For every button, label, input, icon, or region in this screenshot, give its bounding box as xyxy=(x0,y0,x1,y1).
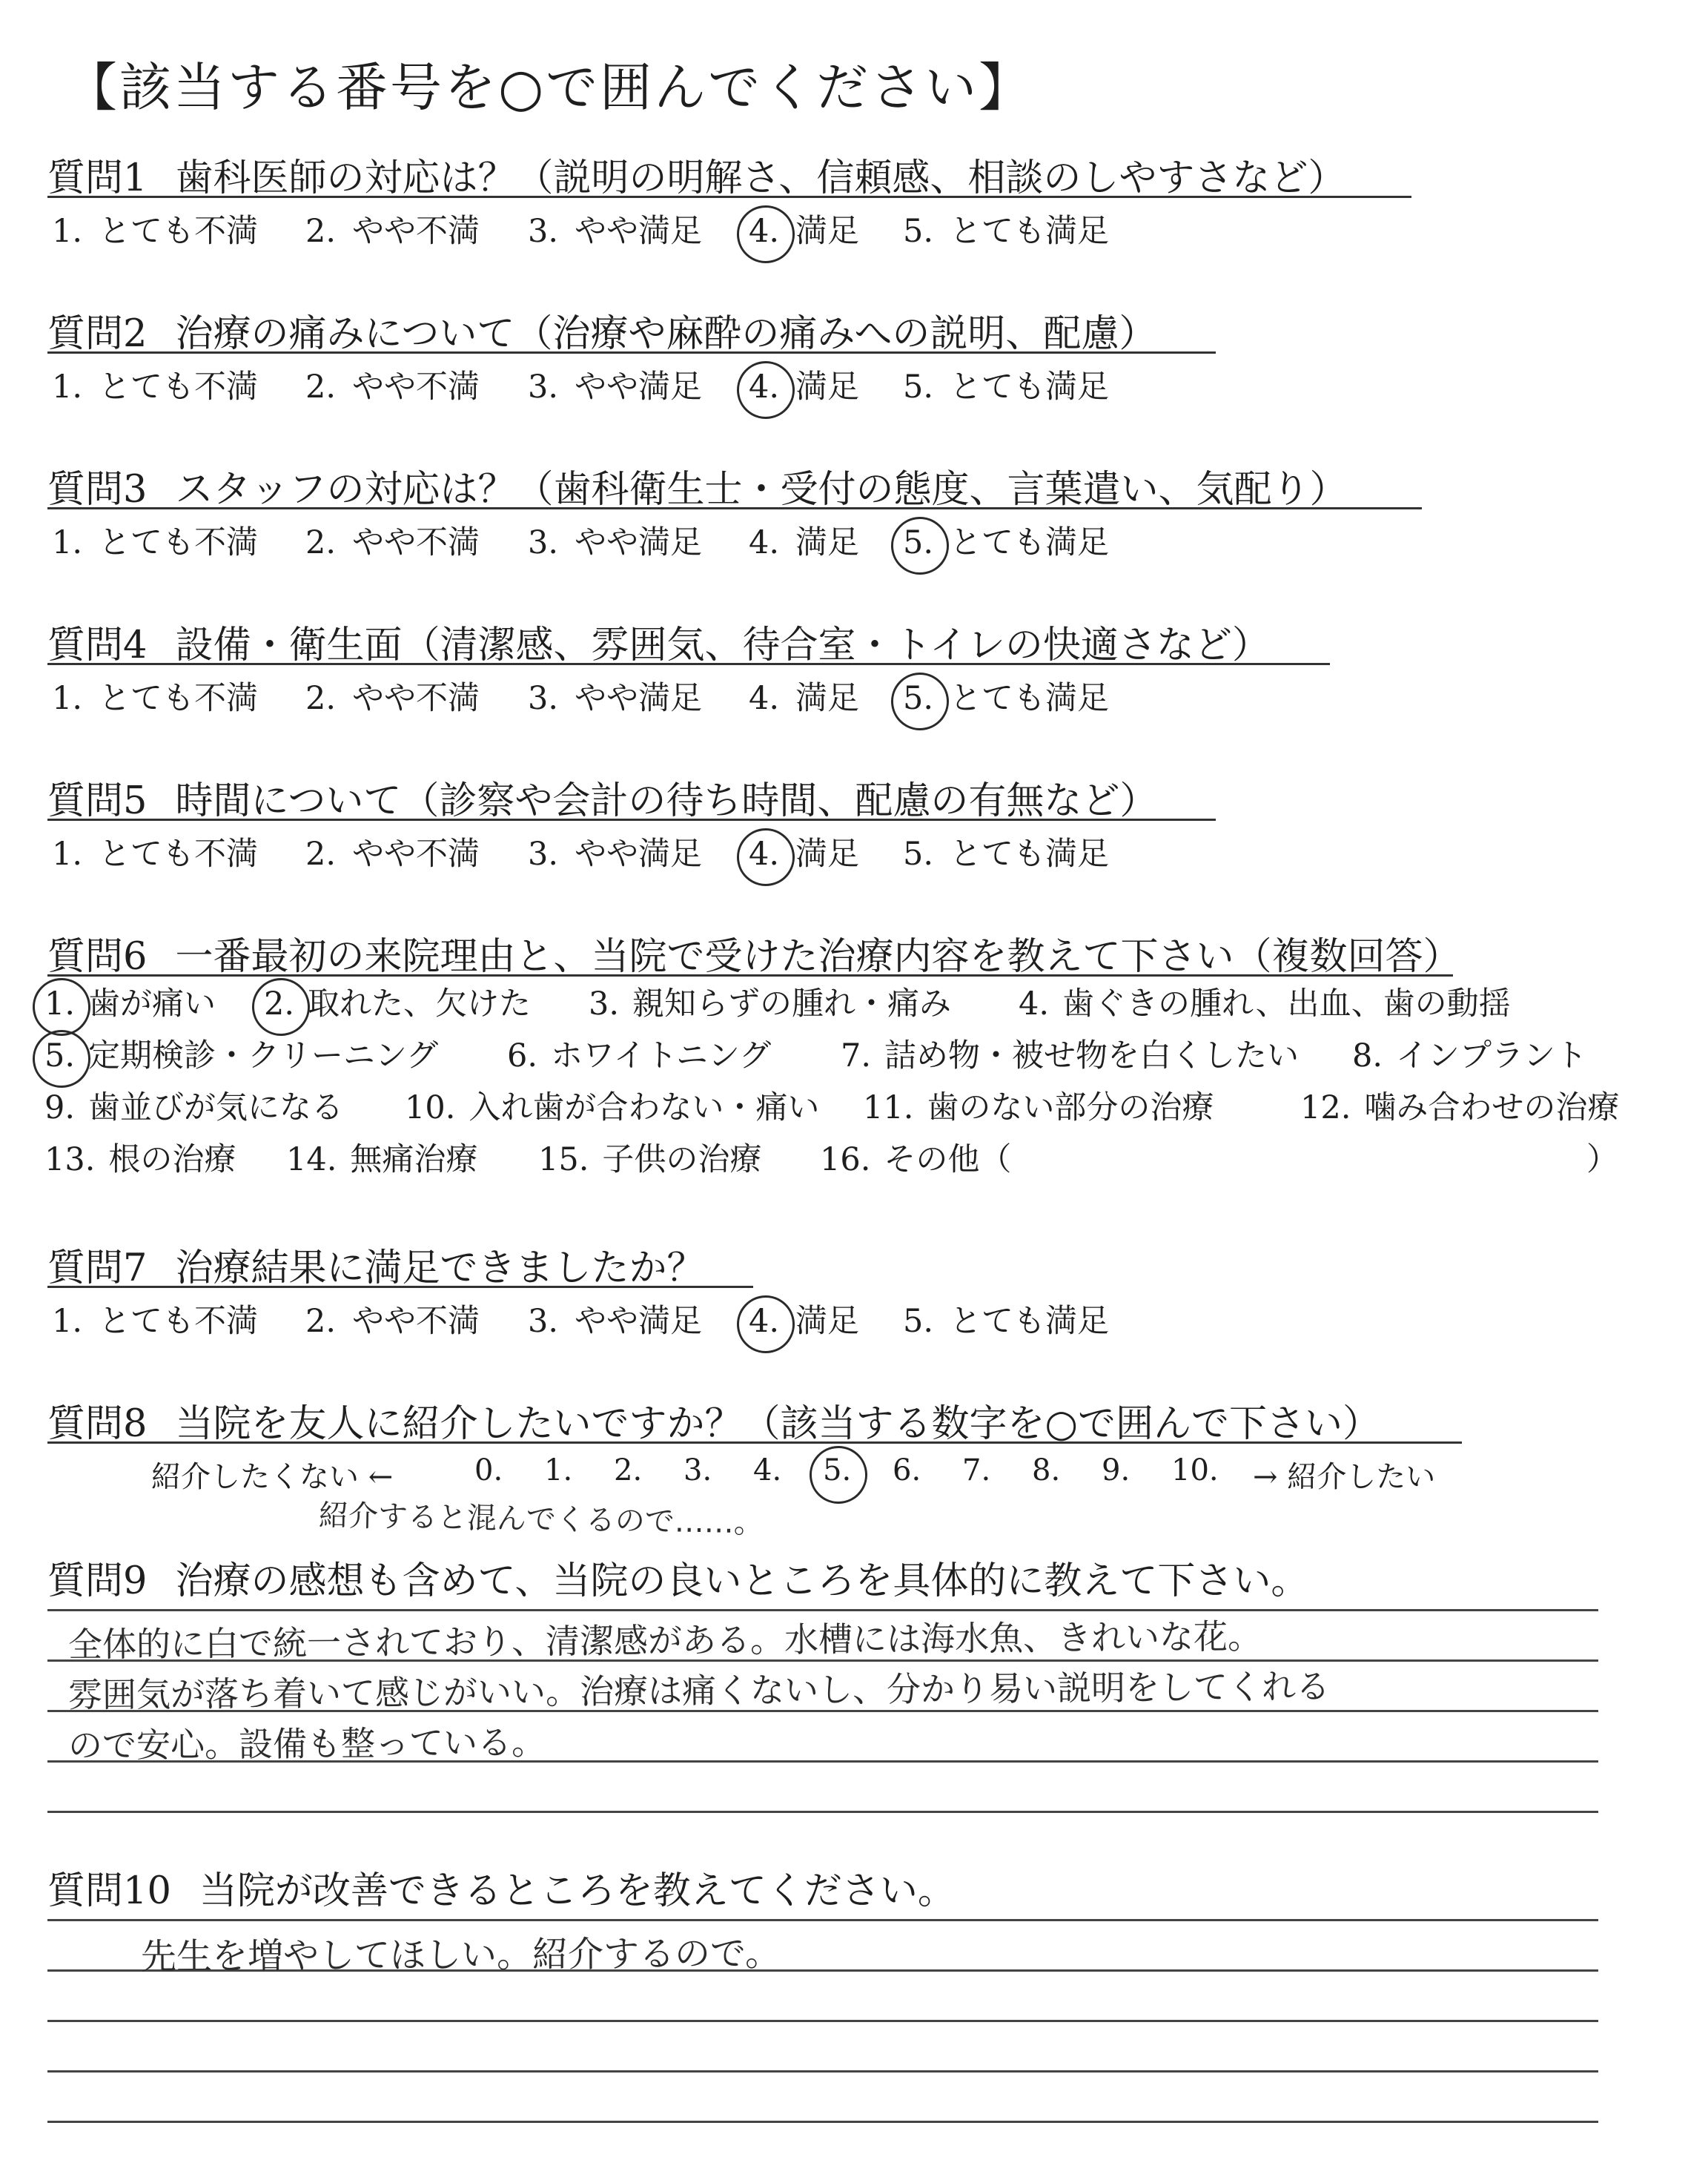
option-number: 3. xyxy=(528,213,559,250)
option-1 xyxy=(52,829,258,874)
question-3 xyxy=(47,458,1422,512)
option-number: 6. xyxy=(507,1037,538,1074)
option-3 xyxy=(528,829,702,874)
option-label: やや満足 xyxy=(575,524,703,561)
option-number: 1. xyxy=(52,213,83,250)
option-label: 親知らずの腫れ・痛み xyxy=(632,985,952,1023)
option-label: とても不満 xyxy=(99,836,259,873)
answer-line xyxy=(47,2020,1598,2022)
option-number: 3. xyxy=(528,524,559,561)
question-text: スタッフの対応は？（歯科衛生士・受付の態度、言葉遣い、気配り） xyxy=(175,468,1348,512)
option-number: 4. xyxy=(1019,985,1050,1023)
option-4 xyxy=(749,673,859,719)
option-label: 満足 xyxy=(795,213,860,250)
selection-circle xyxy=(733,357,798,423)
answer-line xyxy=(47,1919,1598,1921)
option-2 xyxy=(305,1296,480,1341)
recommend-scale xyxy=(0,1453,1708,1498)
option-label: ホワイトニング xyxy=(551,1037,772,1074)
question-text: 歯科医師の対応は？（説明の明解さ、信頼感、相談のしやすさなど） xyxy=(175,156,1346,200)
option-number: 5. xyxy=(903,213,934,250)
option-number: 9. xyxy=(44,1089,76,1126)
options-q1 xyxy=(0,206,1708,251)
other-close-paren: ） xyxy=(1586,1141,1618,1178)
option-label: 詰め物・被せ物を白くしたい xyxy=(884,1037,1300,1074)
option-2 xyxy=(305,518,480,563)
selection-circle xyxy=(29,974,94,1040)
question-1 xyxy=(47,147,1411,198)
option-label: やや不満 xyxy=(352,524,480,561)
option-1 xyxy=(52,206,258,251)
answer-line xyxy=(47,1609,1598,1611)
answer-line xyxy=(47,1811,1598,1813)
handwritten-answer-q9-line2: 雰囲気が落ち着いて感じがいい。治療は痛くないし、分かり易い説明をしてくれる xyxy=(67,1666,1331,1715)
options-q7 xyxy=(0,1296,1708,1341)
q6-option-5 xyxy=(44,1031,438,1076)
option-label: 噛み合わせの治療 xyxy=(1364,1089,1620,1126)
q6-option-14 xyxy=(286,1135,477,1180)
option-label: 子供の治療 xyxy=(602,1141,762,1178)
option-label: やや満足 xyxy=(575,213,703,250)
option-5 xyxy=(903,206,1109,251)
option-number: 1. xyxy=(52,369,83,406)
question-5 xyxy=(47,770,1216,821)
option-number: 2. xyxy=(264,985,294,1023)
option-number: 5. xyxy=(44,1037,75,1074)
option-label: とても満足 xyxy=(950,213,1110,250)
option-4 xyxy=(749,829,859,874)
question-number: 質問9 xyxy=(47,1559,148,1603)
question-4 xyxy=(47,614,1330,665)
option-number: 1. xyxy=(52,524,83,561)
answer-line xyxy=(47,2070,1598,2073)
option-label: やや不満 xyxy=(352,836,480,873)
scale-value-3: 3. xyxy=(683,1453,712,1487)
option-label: 歯並びが気になる xyxy=(88,1089,344,1126)
option-1 xyxy=(52,362,258,407)
question-number: 質問10 xyxy=(47,1869,171,1913)
option-label: 根の治療 xyxy=(108,1141,236,1178)
option-2 xyxy=(305,829,480,874)
option-label: やや満足 xyxy=(575,369,703,406)
option-number: 2. xyxy=(305,369,337,406)
scale-value-9: 9. xyxy=(1102,1453,1131,1487)
option-3 xyxy=(528,673,702,719)
selection-circle xyxy=(733,825,798,890)
option-5 xyxy=(903,362,1109,407)
question-7 xyxy=(47,1237,753,1288)
option-label: 満足 xyxy=(795,680,860,717)
option-4 xyxy=(749,206,859,251)
option-label: 歯が痛い xyxy=(88,985,216,1023)
question-text: 時間について（診察や会計の待ち時間、配慮の有無など） xyxy=(175,779,1158,823)
q6-option-1 xyxy=(44,979,216,1024)
q6-option-8 xyxy=(1352,1031,1587,1076)
option-3 xyxy=(528,1296,702,1341)
option-label: とても不満 xyxy=(99,1303,259,1340)
question-text: 治療結果に満足できましたか？ xyxy=(175,1246,705,1290)
option-2 xyxy=(305,673,480,719)
question-number: 質問6 xyxy=(47,935,148,979)
selection-circle xyxy=(887,669,953,734)
option-1 xyxy=(52,673,258,719)
question-number: 質問1 xyxy=(47,156,148,200)
option-number: 14. xyxy=(286,1141,337,1178)
page-title: 【該当する番号を○で囲んでください】 xyxy=(65,57,1033,118)
q6-option-9 xyxy=(44,1083,343,1128)
question-text: 治療の痛みについて（治療や麻酔の痛みへの説明、配慮） xyxy=(175,312,1157,356)
option-label: とても不満 xyxy=(99,680,259,717)
question-text: 設備・衛生面（清潔感、雰囲気、待合室・トイレの快適さなど） xyxy=(175,624,1270,667)
option-label: とても満足 xyxy=(950,369,1110,406)
selection-circle xyxy=(29,1026,94,1091)
handwritten-answer-q9-line1: 全体的に白で統一されており、清潔感がある。水槽には海水魚、きれいな花。 xyxy=(67,1616,1262,1665)
option-number: 2. xyxy=(305,680,337,717)
option-number: 1. xyxy=(52,680,83,717)
option-label: とても不満 xyxy=(99,369,259,406)
scale-value-1: 1. xyxy=(544,1453,573,1487)
selection-circle xyxy=(887,513,953,578)
scale-right-label: → 紹介したい xyxy=(1253,1460,1436,1494)
option-number: 16. xyxy=(820,1141,871,1178)
selection-circle xyxy=(733,202,798,267)
option-5 xyxy=(903,829,1109,874)
question-8 xyxy=(47,1393,1462,1444)
option-number: 3. xyxy=(528,1303,559,1340)
scale-value-6: 6. xyxy=(893,1453,921,1487)
option-number: 2. xyxy=(305,1303,337,1340)
question-number: 質問5 xyxy=(47,779,148,823)
option-label: やや不満 xyxy=(352,1303,480,1340)
option-label: 取れた、欠けた xyxy=(308,985,532,1023)
option-label: やや満足 xyxy=(575,1303,703,1340)
option-label: とても満足 xyxy=(950,1303,1110,1340)
option-label: 入れ歯が合わない・痛い xyxy=(469,1089,820,1126)
option-number: 5. xyxy=(903,1303,934,1340)
option-label: とても満足 xyxy=(950,680,1110,717)
option-label: とても不満 xyxy=(99,213,259,250)
scale-value-7: 7. xyxy=(962,1453,991,1487)
option-label: やや満足 xyxy=(575,836,703,873)
option-number: 12. xyxy=(1300,1089,1351,1126)
scale-left-label: 紹介したくない ← xyxy=(151,1460,394,1494)
option-number: 13. xyxy=(44,1141,96,1178)
handwritten-answer-q9-line3: ので安心。設備も整っている。 xyxy=(67,1722,546,1766)
question-number: 質問4 xyxy=(47,624,148,667)
question-number: 質問8 xyxy=(47,1402,148,1446)
options-q3 xyxy=(0,518,1708,562)
selection-circle xyxy=(733,1292,798,1357)
option-label: 満足 xyxy=(795,524,860,561)
q6-option-11 xyxy=(863,1083,1214,1128)
option-number: 15. xyxy=(538,1141,589,1178)
option-number: 1. xyxy=(52,1303,83,1340)
option-label: やや満足 xyxy=(575,680,703,717)
option-label: やや不満 xyxy=(352,680,480,717)
option-label: やや不満 xyxy=(352,369,480,406)
option-label: とても満足 xyxy=(950,836,1110,873)
question-number: 質問3 xyxy=(47,468,148,512)
question-text: 当院が改善できるところを教えてください。 xyxy=(199,1869,956,1913)
option-number: 2. xyxy=(305,524,337,561)
option-label: とても満足 xyxy=(950,524,1110,561)
options-q5 xyxy=(0,829,1708,873)
q6-option-16 xyxy=(820,1135,1011,1180)
q6-option-13 xyxy=(44,1135,236,1180)
option-number: 7. xyxy=(841,1037,872,1074)
option-1 xyxy=(52,1296,258,1341)
option-number: 4. xyxy=(749,836,779,873)
option-label: 無痛治療 xyxy=(350,1141,478,1178)
q6-option-2 xyxy=(264,979,531,1024)
options-q4 xyxy=(0,673,1708,718)
handwritten-comment-q8: 紹介すると混んでくるので……。 xyxy=(318,1499,764,1541)
scale-value-10: 10. xyxy=(1171,1453,1219,1487)
option-number: 1. xyxy=(44,985,75,1023)
option-number: 5. xyxy=(903,680,933,717)
options-q2 xyxy=(0,362,1708,406)
option-3 xyxy=(528,362,702,407)
option-number: 3. xyxy=(528,680,559,717)
option-label: 歯ぐきの腫れ、出血、歯の動揺 xyxy=(1062,985,1511,1023)
option-3 xyxy=(528,518,702,563)
option-number: 2. xyxy=(305,213,337,250)
option-2 xyxy=(305,362,480,407)
option-number: 8. xyxy=(1352,1037,1383,1074)
option-5 xyxy=(903,1296,1109,1341)
q6-option-7 xyxy=(841,1031,1299,1076)
selection-circle xyxy=(806,1442,871,1507)
question-text: 治療の感想も含めて、当院の良いところを具体的に教えて下さい。 xyxy=(175,1559,1309,1603)
question-6 xyxy=(47,925,1461,979)
q6-option-4 xyxy=(1019,979,1511,1024)
option-1 xyxy=(52,518,258,563)
selection-circle xyxy=(248,974,314,1040)
option-number: 4. xyxy=(749,213,779,250)
option-4 xyxy=(749,1296,859,1341)
answer-line xyxy=(47,2121,1598,2123)
option-label: 満足 xyxy=(795,369,860,406)
option-number: 3. xyxy=(528,369,559,406)
option-5 xyxy=(903,673,1109,719)
option-label: インプラント xyxy=(1396,1037,1588,1074)
option-3 xyxy=(528,206,702,251)
option-number: 4. xyxy=(749,524,780,561)
option-2 xyxy=(305,206,480,251)
option-number: 5. xyxy=(903,836,934,873)
question-number: 質問7 xyxy=(47,1246,148,1290)
scale-value-8: 8. xyxy=(1032,1453,1061,1487)
scale-value-5: 5. xyxy=(823,1453,851,1487)
q6-option-10 xyxy=(405,1083,819,1128)
option-label: 満足 xyxy=(795,1303,860,1340)
option-4 xyxy=(749,362,859,407)
q6-option-6 xyxy=(507,1031,771,1076)
option-label: 満足 xyxy=(795,836,860,873)
option-number: 4. xyxy=(749,680,780,717)
question-number: 質問2 xyxy=(47,312,148,356)
option-4 xyxy=(749,518,859,563)
q6-option-3 xyxy=(589,979,951,1024)
q6-option-12 xyxy=(1300,1083,1619,1128)
scale-value-2: 2. xyxy=(614,1453,643,1487)
option-number: 3. xyxy=(528,836,559,873)
option-number: 4. xyxy=(749,369,779,406)
question-9 xyxy=(47,1550,1309,1603)
option-number: 5. xyxy=(903,524,933,561)
option-label: とても不満 xyxy=(99,524,259,561)
question-10 xyxy=(47,1860,956,1913)
option-label: 定期検診・クリーニング xyxy=(88,1037,439,1074)
option-number: 1. xyxy=(52,836,83,873)
option-number: 11. xyxy=(863,1089,914,1126)
option-number: 4. xyxy=(749,1303,779,1340)
option-label: やや不満 xyxy=(352,213,480,250)
option-label: 歯のない部分の治療 xyxy=(927,1089,1214,1126)
option-number: 10. xyxy=(405,1089,456,1126)
question-2 xyxy=(47,303,1216,354)
option-number: 5. xyxy=(903,369,934,406)
question-text: 当院を友人に紹介したいですか？（該当する数字を○で囲んで下さい） xyxy=(175,1402,1380,1446)
q6-option-15 xyxy=(538,1135,761,1180)
scale-value-0: 0. xyxy=(474,1453,503,1487)
option-label: その他（ xyxy=(884,1141,1012,1178)
option-number: 3. xyxy=(589,985,620,1023)
handwritten-answer-q10: 先生を増やしてほしい。紹介するので。 xyxy=(140,1932,781,1978)
option-5 xyxy=(903,518,1109,563)
question-text: 一番最初の来院理由と、当院で受けた治療内容を教えて下さい（複数回答） xyxy=(175,935,1461,979)
scale-value-4: 4. xyxy=(753,1453,782,1487)
option-number: 2. xyxy=(305,836,337,873)
